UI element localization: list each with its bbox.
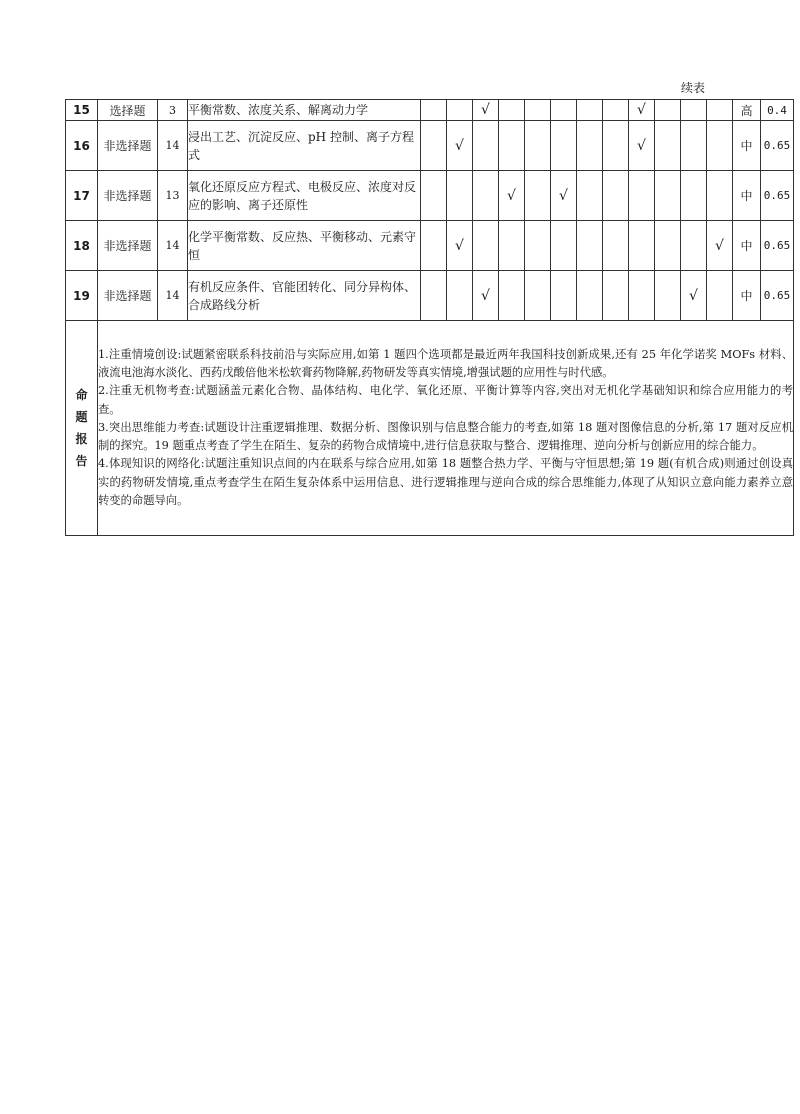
check-mark-cell [629,271,655,321]
question-number: 16 [66,121,98,171]
check-mark-cell [577,271,603,321]
check-mark-cell: √ [447,221,473,271]
check-mark-cell: √ [681,271,707,321]
question-number: 18 [66,221,98,271]
check-mark-cell: √ [473,100,499,121]
check-mark-cell: √ [629,100,655,121]
knowledge-points: 浸出工艺、沉淀反应、pH 控制、离子方程式 [188,121,421,171]
question-type: 非选择题 [98,221,158,271]
check-mark-cell [655,221,681,271]
check-mark-cell [447,271,473,321]
table-caption: 续表 [681,81,706,95]
report-label: 命 题 报 告 [66,321,98,536]
check-mark-cell [655,100,681,121]
question-type: 非选择题 [98,121,158,171]
check-mark-cell [421,121,447,171]
check-mark-cell [499,100,525,121]
table-row [66,221,794,271]
exam-analysis-table [65,99,794,536]
check-mark-cell [655,171,681,221]
check-mark-cell [421,100,447,121]
check-mark-cell: √ [473,271,499,321]
check-mark-cell [707,171,733,221]
check-mark-cell [681,121,707,171]
question-score: 14 [158,221,188,271]
difficulty: 中 [733,121,761,171]
question-score: 14 [158,271,188,321]
check-mark-cell [525,100,551,121]
question-type: 非选择题 [98,171,158,221]
question-score: 13 [158,171,188,221]
difficulty: 中 [733,221,761,271]
question-number: 19 [66,271,98,321]
check-mark-cell [655,271,681,321]
difficulty-coefficient: 0.65 [761,271,794,321]
check-mark-cell: √ [629,121,655,171]
table-row [66,271,794,321]
check-mark-cell [629,171,655,221]
check-mark-cell [473,221,499,271]
table-row [66,121,794,171]
report-body [98,321,794,536]
check-mark-cell [603,121,629,171]
check-mark-cell: √ [499,171,525,221]
check-mark-cell: √ [447,121,473,171]
check-mark-cell [551,221,577,271]
check-mark-cell [707,121,733,171]
report-paragraph: 2.注重无机物考查:试题涵盖元素化合物、晶体结构、电化学、氧化还原、平衡计算等内容,突出对无机化学基础知识和综合应用能力的考查。 [98,384,793,416]
check-mark-cell [655,121,681,171]
check-mark-cell [551,271,577,321]
check-mark-cell [499,221,525,271]
knowledge-points: 氧化还原反应方程式、电极反应、浓度对反应的影响、离子还原性 [188,171,421,221]
check-mark-cell [681,100,707,121]
question-score: 14 [158,121,188,171]
check-mark-cell [421,171,447,221]
check-mark-cell [421,221,447,271]
check-mark-cell [499,121,525,171]
check-mark-cell [603,100,629,121]
difficulty-coefficient: 0.65 [761,221,794,271]
check-mark-cell [525,271,551,321]
check-mark-cell [681,171,707,221]
check-mark-cell: √ [551,171,577,221]
check-mark-cell [577,221,603,271]
check-mark-cell [629,221,655,271]
check-mark-cell [525,221,551,271]
check-mark-cell [447,100,473,121]
check-mark-cell [577,100,603,121]
knowledge-points: 平衡常数、浓度关系、解离动力学 [188,100,421,121]
difficulty-coefficient: 0.4 [761,100,794,121]
check-mark-cell [577,171,603,221]
check-mark-cell [603,271,629,321]
report-paragraph: 4.体现知识的网络化:试题注重知识点间的内在联系与综合应用,如第 18 题整合热力学、平衡与守恒思想;第 19 题(有机合成)则通过创设真实的药物研发情境,重点考查学生在陌生复杂体系中运用信息、进行逻辑推理与逆向合成的综合思维能力,体现了从知识立意向能力素养立意转变的命题导向。 [98,457,793,507]
difficulty-coefficient: 0.65 [761,171,794,221]
check-mark-cell [447,171,473,221]
check-mark-cell [525,121,551,171]
check-mark-cell [707,100,733,121]
check-mark-cell [603,171,629,221]
difficulty: 中 [733,171,761,221]
table-row [66,100,794,121]
difficulty: 中 [733,271,761,321]
check-mark-cell [499,271,525,321]
difficulty: 高 [733,100,761,121]
question-number: 17 [66,171,98,221]
question-score: 3 [158,100,188,121]
check-mark-cell [577,121,603,171]
check-mark-cell: √ [707,221,733,271]
difficulty-coefficient: 0.65 [761,121,794,171]
check-mark-cell [603,221,629,271]
report-row [66,321,794,536]
report-paragraph: 3.突出思维能力考查:试题设计注重逻辑推理、数据分析、图像识别与信息整合能力的考查,如第 18 题对图像信息的分析,第 17 题对反应机制的探究。19 题重点考查了学生在陌生、复杂的药物合成情境中,进行信息获取与整合、逻辑推理、逆向分析与创新应用的综合能力。 [98,420,793,453]
question-type: 选择题 [98,100,158,121]
question-type: 非选择题 [98,271,158,321]
check-mark-cell [551,100,577,121]
knowledge-points: 有机反应条件、官能团转化、同分异构体、合成路线分析 [188,271,421,321]
check-mark-cell [473,171,499,221]
check-mark-cell [421,271,447,321]
check-mark-cell [707,271,733,321]
check-mark-cell [473,121,499,171]
knowledge-points: 化学平衡常数、反应热、平衡移动、元素守恒 [188,221,421,271]
check-mark-cell [551,121,577,171]
check-mark-cell [525,171,551,221]
question-number: 15 [66,100,98,121]
report-paragraph: 1.注重情境创设:试题紧密联系科技前沿与实际应用,如第 1 题四个选项都是最近两年我国科技创新成果,还有 25 年化学诺奖 MOFs 材料、液流电池海水淡化、西药戊酸倍他米松软膏药物降解,药物研发等真实情境,增强试题的应用性与时代感。 [98,348,793,380]
check-mark-cell [681,221,707,271]
table-row [66,171,794,221]
